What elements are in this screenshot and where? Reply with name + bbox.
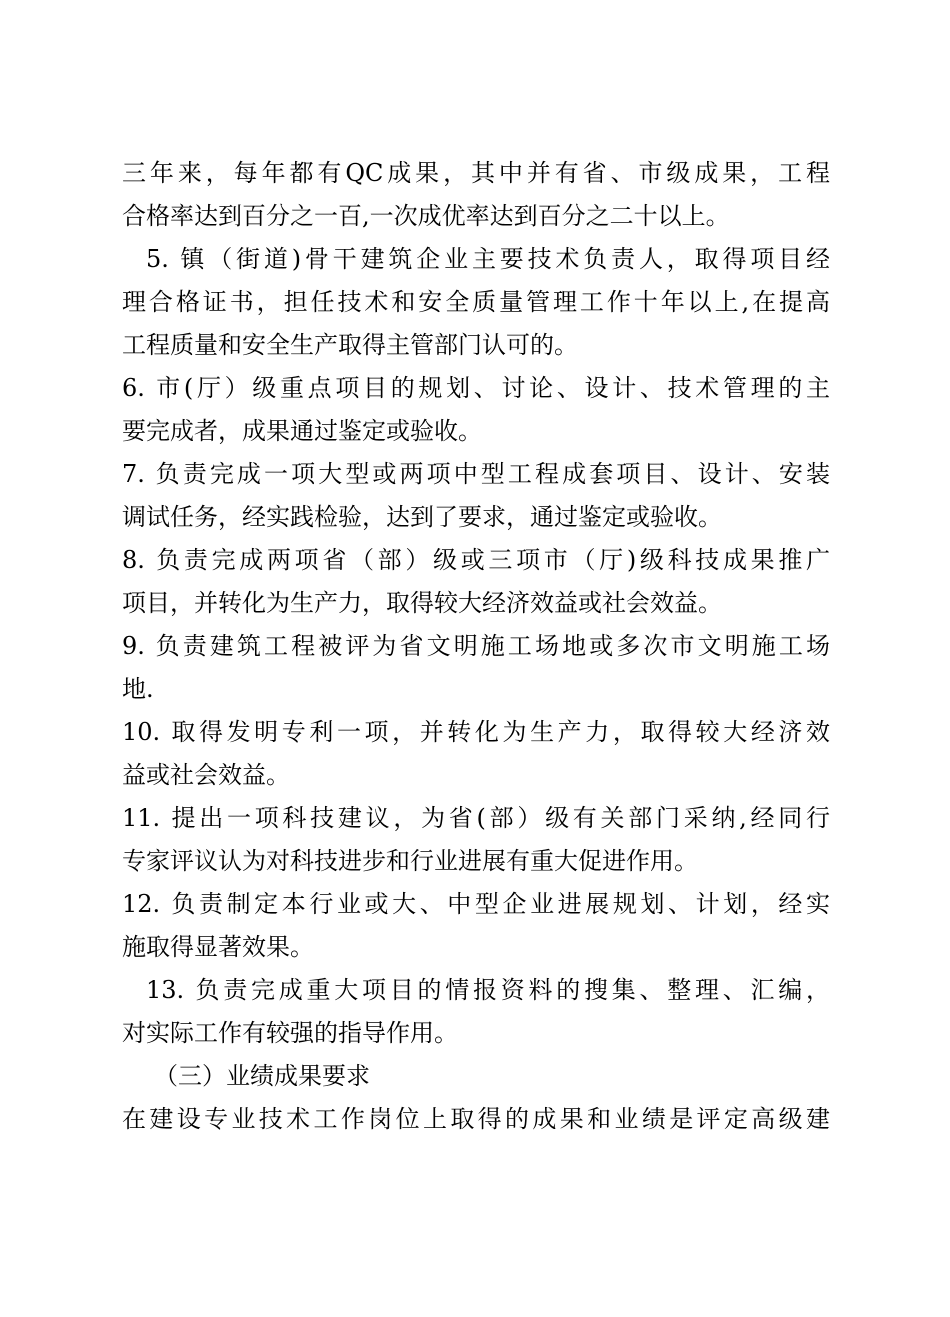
- document-body: [122, 152, 830, 1141]
- text-line: 施取得显著效果。: [122, 933, 314, 961]
- text-line: 12. 负责制定本行业或大、中型企业进展规划、计划，经实: [122, 890, 830, 918]
- text-line: 5. 镇（街道)骨干建筑企业主要技术负责人，取得项目经: [146, 245, 830, 273]
- text-line: 理合格证书，担任技术和安全质量管理工作十年以上,在提高: [122, 288, 830, 316]
- text-line: 10. 取得发明专利一项，并转化为生产力，取得较大经济效: [122, 718, 830, 746]
- text-line: 13. 负责完成重大项目的情报资料的搜集、整理、汇编，: [146, 976, 830, 1004]
- text-line: 对实际工作有较强的指导作用。: [122, 1019, 458, 1047]
- text-line: 三年来，每年都有QC成果，其中并有省、市级成果，工程: [122, 159, 830, 187]
- text-line: 8. 负责完成两项省（部）级或三项市（厅)级科技成果推广: [122, 546, 830, 574]
- text-line: 益或社会效益。: [122, 761, 290, 789]
- text-line: 项目，并转化为生产力，取得较大经济效益或社会效益。: [122, 589, 722, 617]
- text-line: 6. 市(厅）级重点项目的规划、讨论、设计、技术管理的主: [122, 374, 830, 402]
- text-line: 9. 负责建筑工程被评为省文明施工场地或多次市文明施工场: [122, 632, 830, 660]
- text-line: 地.: [122, 675, 154, 703]
- section-heading: （三）业绩成果要求: [154, 1062, 370, 1090]
- text-line: 要完成者，成果通过鉴定或验收。: [122, 417, 482, 445]
- text-line: 在建设专业技术工作岗位上取得的成果和业绩是评定高级建: [122, 1105, 830, 1133]
- text-line: 合格率达到百分之一百,一次成优率达到百分之二十以上。: [122, 202, 730, 230]
- text-line: 工程质量和安全生产取得主管部门认可的。: [122, 331, 578, 359]
- text-line: 专家评议认为对科技进步和行业进展有重大促进作用。: [122, 847, 698, 875]
- text-line: 调试任务，经实践检验，达到了要求，通过鉴定或验收。: [122, 503, 722, 531]
- text-line: 11. 提出一项科技建议，为省(部）级有关部门采纳,经同行: [122, 804, 830, 832]
- text-line: 7. 负责完成一项大型或两项中型工程成套项目、设计、安装: [122, 460, 830, 488]
